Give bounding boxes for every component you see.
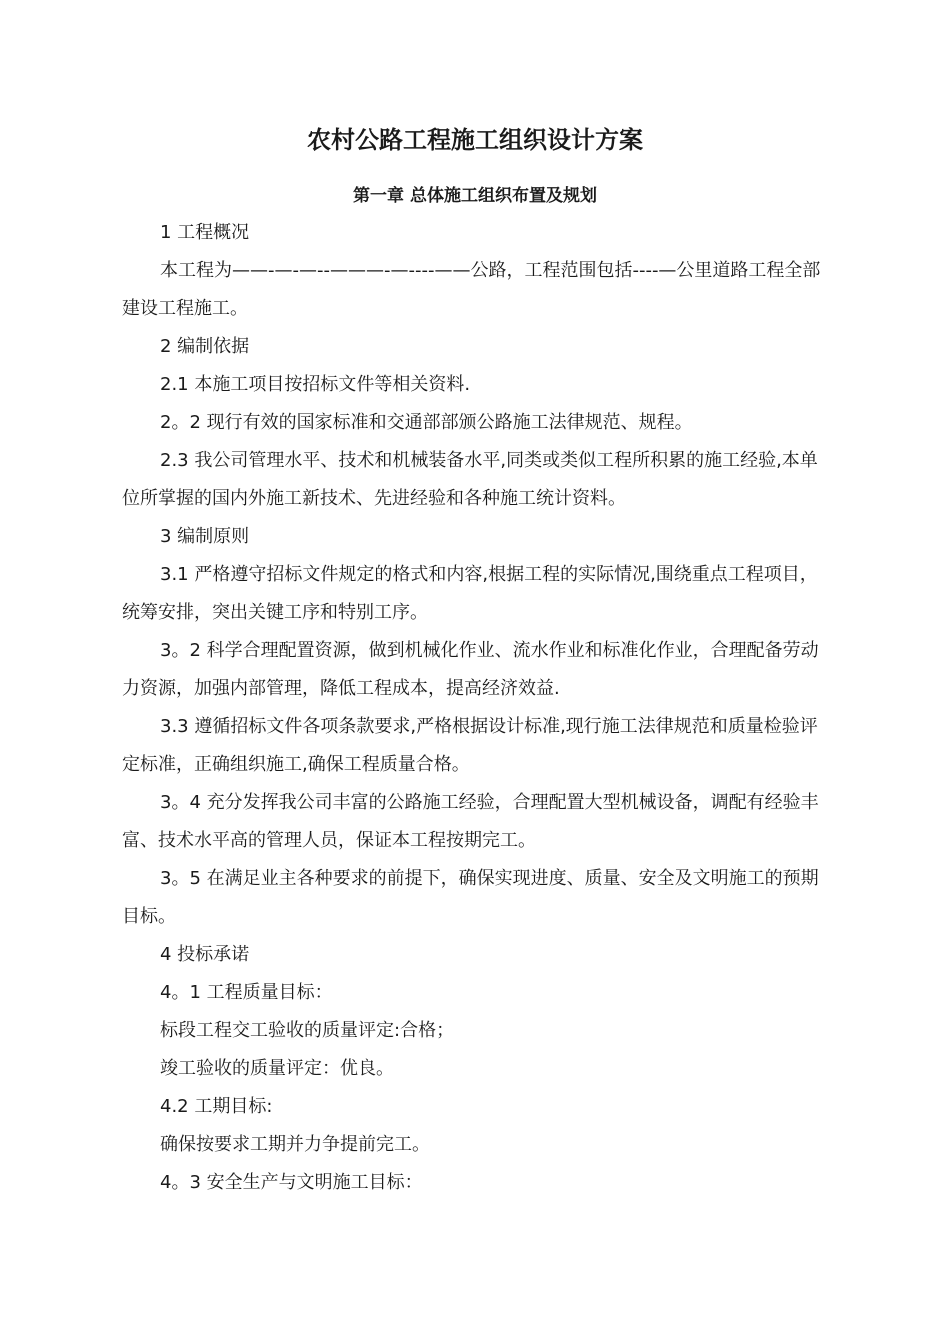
- paragraph: 确保按要求工期并力争提前完工。: [160, 1134, 430, 1155]
- document-title: 农村公路工程施工组织设计方案: [307, 126, 643, 154]
- paragraph: 3。5 在满足业主各种要求的前提下，确保实现进度、质量、安全及文明施工的预期目标。: [122, 868, 819, 927]
- paragraph: 本工程为——-—-—--———-—----——公路，工程范围包括----—公里道路工程全部建设工程施工。: [122, 260, 821, 319]
- section-heading: 3 编制原则: [160, 526, 250, 547]
- section-heading: 4 投标承诺: [160, 944, 250, 965]
- chapter-heading: 第一章 总体施工组织布置及规划: [353, 186, 597, 206]
- paragraph: 4.2 工期目标:: [160, 1096, 273, 1117]
- paragraph: 4。1 工程质量目标：: [160, 982, 333, 1003]
- paragraph: 标段工程交工验收的质量评定:合格；: [160, 1020, 455, 1041]
- document-body: [122, 214, 822, 1202]
- paragraph: 3。4 充分发挥我公司丰富的公路施工经验，合理配置大型机械设备，调配有经验丰富、技术水平高的管理人员，保证本工程按期完工。: [122, 792, 819, 851]
- paragraph: 2.3 我公司管理水平、技术和机械装备水平,同类或类似工程所积累的施工经验,本单位所掌握的国内外施工新技术、先进经验和各种施工统计资料。: [122, 450, 818, 509]
- paragraph: 3.1 严格遵守招标文件规定的格式和内容,根据工程的实际情况,围绕重点工程项目，统筹安排，突出关键工序和特别工序。: [122, 564, 818, 623]
- paragraph: 竣工验收的质量评定：优良。: [160, 1058, 394, 1079]
- paragraph: 3。2 科学合理配置资源，做到机械化作业、流水作业和标准化作业，合理配备劳动力资源，加强内部管理，降低工程成本，提高经济效益.: [122, 640, 819, 699]
- paragraph: 4。3 安全生产与文明施工目标：: [160, 1172, 423, 1193]
- section-heading: 2 编制依据: [160, 336, 250, 357]
- paragraph: 2.1 本施工项目按招标文件等相关资料.: [160, 374, 471, 395]
- paragraph: 3.3 遵循招标文件各项条款要求,严格根据设计标准,现行施工法律规范和质量检验评定标准，正确组织施工,确保工程质量合格。: [122, 716, 818, 775]
- section-heading: 1 工程概况: [160, 222, 250, 243]
- paragraph: 2。2 现行有效的国家标准和交通部部颁公路施工法律规范、规程。: [160, 412, 693, 433]
